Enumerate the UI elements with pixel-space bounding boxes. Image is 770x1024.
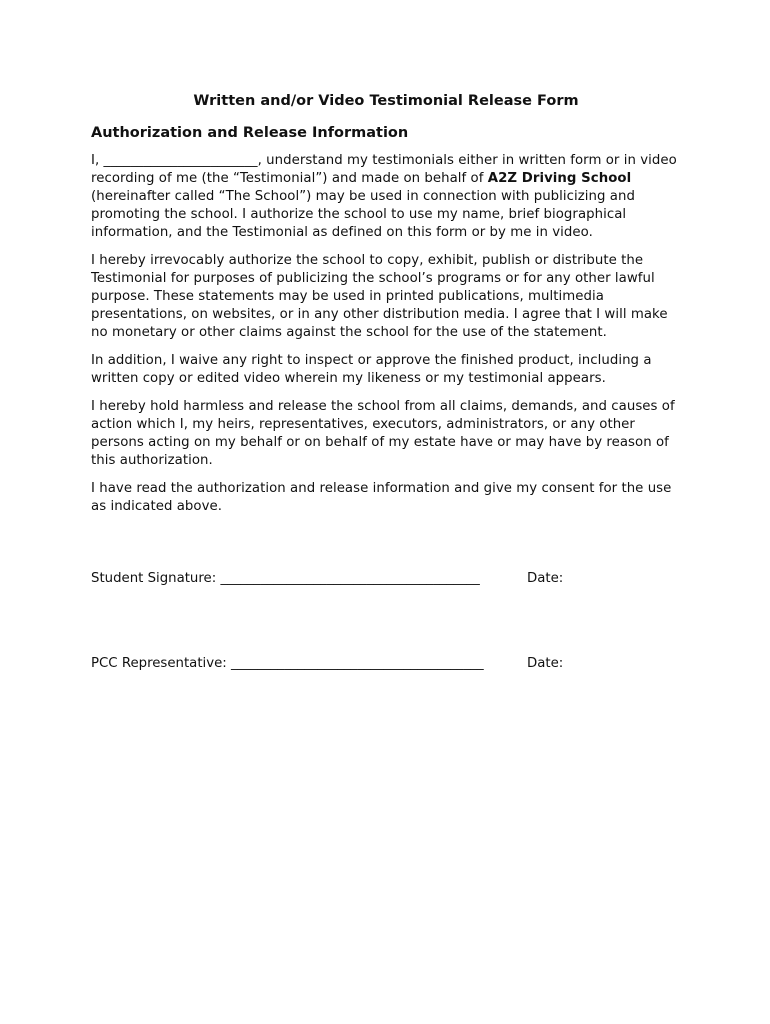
paragraph-authorization-part1: I, _______________________, understand my testimonials either in written form or in video recording of me (the “Testimonial”) and made on behalf of <box>91 153 677 186</box>
paragraph-authorization <box>91 152 681 242</box>
paragraph-harmless: I hereby hold harmless and release the school from all claims, demands, and causes of action which I, my heirs, representatives, executors, administrators, or any other persons acting on my behalf or on behalf of my estate have or may have by reason of this authorization. <box>91 399 675 468</box>
paragraph-consent: I have read the authorization and release information and give my consent for the use as indicated above. <box>91 481 672 514</box>
pcc-date-label: Date: <box>527 656 564 671</box>
paragraph-irrevocable: I hereby irrevocably authorize the school to copy, exhibit, publish or distribute the Testimonial for purposes of publicizing the school’s programs or for any other lawful purpose. These statements may be used in printed publications, multimedia presentations, on websites, or in any other distribution media. I agree that I will make no monetary or other claims against the school for the use of the statement. <box>91 253 668 340</box>
school-name: A2Z Driving School <box>487 171 632 186</box>
document-title: Written and/or Video Testimonial Release Form <box>193 93 579 109</box>
student-signature-field[interactable]: _______________________________________ <box>220 571 480 586</box>
pcc-signature-line <box>91 655 611 673</box>
pcc-representative-label: PCC Representative: <box>91 656 231 671</box>
student-signature-line <box>91 570 611 588</box>
student-date-label: Date: <box>527 571 564 586</box>
paragraph-authorization-part2: (hereinafter called “The School”) may be used in connection with publicizing and promoting the school. I authorize the school to use my name, brief biographical information, and the Testimonial as defined on this form or by me in video. <box>91 189 635 240</box>
paragraph-waiver: In addition, I waive any right to inspect or approve the finished product, including a written copy or edited video wherein my likeness or my testimonial appears. <box>91 353 652 386</box>
document-body <box>91 90 681 526</box>
section-title: Authorization and Release Information <box>91 125 409 141</box>
pcc-signature-field[interactable]: ______________________________________ <box>231 656 484 671</box>
student-signature-label: Student Signature: <box>91 571 221 586</box>
